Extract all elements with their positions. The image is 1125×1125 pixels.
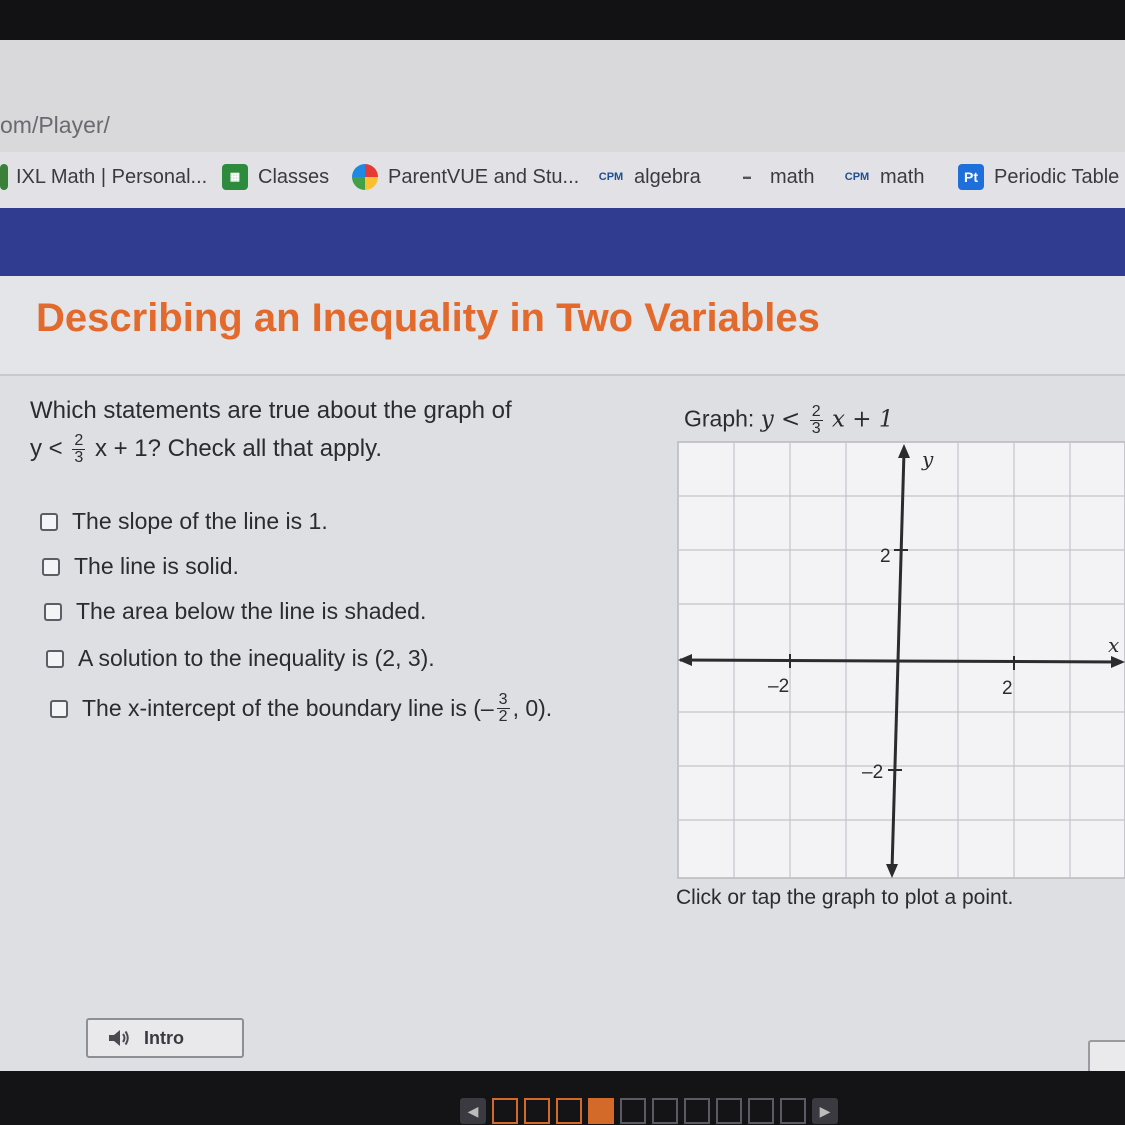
page-indicator-5[interactable] <box>620 1098 646 1124</box>
tick-label-x-2: 2 <box>1002 678 1013 699</box>
bookmark-periodic-table[interactable]: Pt Periodic Table <box>958 160 1119 194</box>
intro-button[interactable] <box>86 1018 244 1058</box>
option-checkbox[interactable] <box>50 700 68 718</box>
cpm-icon: CPM <box>598 171 624 183</box>
question-prompt <box>30 392 590 468</box>
option-label: The line is solid. <box>74 553 239 579</box>
speaker-icon <box>106 1026 130 1050</box>
option-x-intercept[interactable] <box>50 692 552 725</box>
graph-title-lhs: y < <box>760 406 801 433</box>
bookmark-ixl[interactable]: IXL Math | Personal... <box>0 160 207 194</box>
bookmark-math-2[interactable]: CPM math <box>844 160 924 194</box>
classroom-icon: ▦ <box>222 164 248 190</box>
question-inequality-lhs: y < <box>30 435 63 462</box>
bookmark-parentvue[interactable]: ParentVUE and Stu... <box>352 160 579 194</box>
x-axis <box>680 660 1120 662</box>
option-solid-line[interactable] <box>42 553 239 580</box>
bookmark-classes[interactable]: ▦ Classes <box>222 160 329 194</box>
math-site-icon: ▬ <box>743 172 751 181</box>
question-fraction <box>72 433 85 466</box>
page-indicator-10[interactable] <box>780 1098 806 1124</box>
question-inequality-rhs: x + 1? Check all that apply. <box>94 435 382 462</box>
option-checkbox[interactable] <box>46 650 64 668</box>
y-axis-label: y <box>922 447 934 471</box>
page-indicator-2[interactable] <box>524 1098 550 1124</box>
page-navigator <box>460 1098 838 1124</box>
fraction-numerator: 3 <box>498 691 508 708</box>
page-title: Describing an Inequality in Two Variables <box>36 296 820 340</box>
periodic-table-icon: Pt <box>958 164 984 190</box>
prev-page-arrow-icon[interactable]: ◀ <box>460 1098 486 1124</box>
coordinate-graph[interactable] <box>668 438 1125 880</box>
screen-bezel <box>0 0 1125 40</box>
option-slope[interactable] <box>40 508 328 535</box>
option-label: The x-intercept of the boundary line is (– <box>82 695 494 721</box>
graph-title <box>684 404 893 437</box>
tick-label-x-neg2: –2 <box>768 676 790 697</box>
option-label: A solution to the inequality is (2, 3). <box>78 645 435 671</box>
option-checkbox[interactable] <box>40 513 58 531</box>
fraction-denominator: 3 <box>74 449 84 467</box>
tick-label-y-2: 2 <box>880 546 891 567</box>
option-checkbox[interactable] <box>42 558 60 576</box>
graph-title-fraction <box>810 404 823 437</box>
page-indicator-3[interactable] <box>556 1098 582 1124</box>
page-indicator-7[interactable] <box>684 1098 710 1124</box>
url-text[interactable]: om/Player/ <box>0 112 110 138</box>
fraction-denominator: 3 <box>811 420 821 437</box>
option-fraction <box>497 692 510 725</box>
fraction-denominator: 2 <box>498 708 508 725</box>
page-indicator-4[interactable] <box>588 1098 614 1124</box>
option-solution-point[interactable] <box>46 645 435 672</box>
option-label: The area below the line is shaded. <box>76 598 427 624</box>
question-line-2 <box>30 430 590 468</box>
next-page-arrow-icon[interactable]: ▶ <box>812 1098 838 1124</box>
page-indicator-9[interactable] <box>748 1098 774 1124</box>
bookmark-math-1[interactable]: ▬ math <box>734 160 814 194</box>
option-label-end: , 0). <box>512 695 553 721</box>
fraction-numerator: 2 <box>811 403 821 420</box>
intro-label: Intro <box>144 1027 184 1048</box>
tick-label-y-neg2: –2 <box>862 762 884 783</box>
ixl-icon <box>0 164 8 190</box>
cpm-icon: CPM <box>844 171 870 183</box>
page-indicator-1[interactable] <box>492 1098 518 1124</box>
fraction-numerator: 2 <box>74 432 84 450</box>
option-label: The slope of the line is 1. <box>72 508 328 534</box>
page-indicator-8[interactable] <box>716 1098 742 1124</box>
option-checkbox[interactable] <box>44 603 62 621</box>
question-line-1: Which statements are true about the graph of <box>30 397 512 424</box>
graph-title-prefix: Graph: <box>684 405 755 432</box>
graph-title-rhs: x + 1 <box>831 406 894 433</box>
page-indicator-6[interactable] <box>652 1098 678 1124</box>
graph-instruction: Click or tap the graph to plot a point. <box>676 886 1014 909</box>
x-axis-label: x <box>1108 633 1120 657</box>
address-bar[interactable] <box>0 40 1125 152</box>
parentvue-icon <box>352 164 378 190</box>
app-header-band <box>0 208 1125 276</box>
option-shaded-below[interactable] <box>44 598 426 625</box>
bookmark-algebra[interactable]: CPM algebra <box>598 160 701 194</box>
